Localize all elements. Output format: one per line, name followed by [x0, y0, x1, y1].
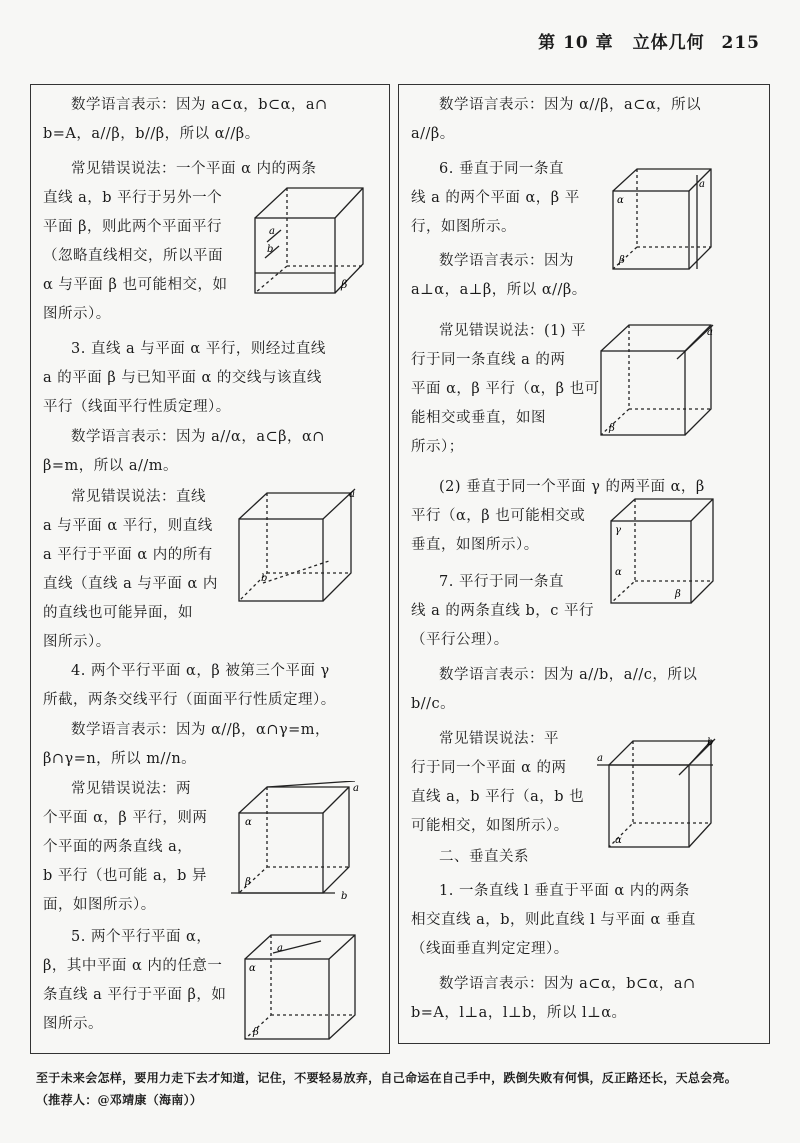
label-alpha: α: [615, 835, 622, 846]
figure-cube-4: [239, 931, 363, 1045]
text-line: b=A，l⊥a，l⊥b，所以 l⊥α。: [411, 1005, 627, 1021]
text-line: 6. 垂直于同一条直: [439, 161, 564, 177]
text-line: 的直线也可能异面，如: [43, 605, 193, 621]
figure-cube-2: [233, 487, 359, 607]
text-line: α 与平面 β 也可能相交，如: [43, 277, 228, 293]
label-a: a: [349, 489, 355, 500]
text-line: 直线（直线 a 与平面 α 内: [43, 576, 218, 592]
text-line: a 的平面 β 与已知平面 α 的交线与该直线: [43, 370, 322, 386]
figure-cube-1: [249, 180, 369, 300]
text-line: 直线 a，b 平行（a，b 也: [411, 789, 585, 805]
text-line: （线面垂直判定定理）。: [411, 941, 569, 957]
label-a: a: [353, 783, 359, 794]
text-line: 5. 两个平行平面 α，: [71, 929, 212, 945]
label-b: b: [341, 891, 348, 902]
figure-cube-3: [231, 781, 361, 905]
label-beta: β: [253, 1027, 259, 1038]
text-line: a//β。: [411, 126, 455, 142]
text-line: 能相交或垂直，如图: [411, 410, 546, 426]
text-line: 行于同一个平面 α 的两: [411, 760, 567, 776]
text-line: 图所示）。: [43, 634, 111, 650]
text-line: 数学语言表示：因为 α//β，α∩γ=m，: [71, 722, 331, 738]
text-line: 平面 α，β 平行（α，β 也可: [411, 381, 600, 397]
text-line: 平行（α，β 也可能相交或: [411, 508, 586, 524]
label-alpha: α: [617, 195, 624, 206]
text-line: 1. 一条直线 l 垂直于平面 α 内的两条: [439, 883, 690, 899]
footer-recommender: （推荐人：@邓靖康（海南））: [36, 1093, 203, 1107]
text-line: 数学语言表示：因为 a⊂α，b⊂α，a∩: [71, 97, 328, 113]
text-line: 数学语言表示：因为 a//α，a⊂β，α∩: [71, 429, 325, 445]
label-alpha: α: [245, 817, 252, 828]
text-line: β，其中平面 α 内的任意一: [43, 958, 223, 974]
text-line: b 平行（也可能 a，b 异: [43, 868, 208, 884]
left-column: [30, 84, 390, 1054]
text-line: 数学语言表示：因为 a⊂α，b⊂α，a∩: [439, 976, 696, 992]
label-beta: β: [619, 255, 625, 266]
label-beta: β: [609, 423, 615, 434]
text-line: 所截，两条交线平行（面面平行性质定理）。: [43, 692, 336, 708]
label-a: a: [277, 943, 283, 954]
text-line: 常见错误说法：平: [439, 731, 559, 747]
figure-cube-6: [595, 321, 721, 441]
section-heading: 二、垂直关系: [439, 849, 529, 865]
text-line: 常见错误说法：两: [71, 781, 191, 797]
text-line: 7. 平行于同一条直: [439, 574, 564, 590]
text-line: b//c。: [411, 696, 456, 712]
text-line: 直线 a，b 平行于另外一个: [43, 190, 223, 206]
text-line: β∩γ=n，所以 m//n。: [43, 751, 197, 767]
text-line: 常见错误说法：直线: [71, 489, 206, 505]
text-line: 图所示。: [43, 1016, 103, 1032]
label-a: a: [707, 327, 713, 338]
label-a: a: [699, 179, 705, 190]
text-line: a 平行于平面 α 内的所有: [43, 547, 213, 563]
label-b: b: [707, 737, 714, 748]
figure-cube-7: [605, 495, 719, 609]
text-line: a⊥α，a⊥β，所以 α//β。: [411, 282, 587, 298]
label-alpha: α: [615, 567, 622, 578]
text-line: 数学语言表示：因为: [439, 253, 574, 269]
text-line: 数学语言表示：因为 α//β，a⊂α，所以: [439, 97, 702, 113]
footer-quote: [36, 1067, 737, 1111]
text-line: 图所示）。: [43, 306, 111, 322]
text-line: 可能相交，如图所示）。: [411, 818, 569, 834]
text-line: 4. 两个平行平面 α，β 被第三个平面 γ: [71, 663, 330, 679]
text-line: （忽略直线相交，所以平面: [43, 248, 223, 264]
figure-cube-5: [607, 165, 717, 275]
label-gamma: γ: [615, 525, 621, 536]
figure-cube-8: [595, 735, 721, 853]
text-line: 行于同一条直线 a 的两: [411, 352, 566, 368]
text-line: 平行（线面平行性质定理）。: [43, 399, 231, 415]
text-line: 线 a 的两条直线 b，c 平行: [411, 603, 594, 619]
text-line: 个平面 α，β 平行，则两: [43, 810, 208, 826]
chapter-number: 第 10 章: [538, 33, 614, 53]
page-header: [538, 28, 760, 53]
text-line: 平面 β，则此两个平面平行: [43, 219, 222, 235]
footer-quote-text: 至于未来会怎样，要用力走下去才知道，记住，不要轻易放弃，自己命运在自己手中，跌倒失败有何惧，反正路还长，天总会亮。: [36, 1071, 738, 1085]
text-line: 常见错误说法：(1) 平: [439, 323, 587, 339]
chapter-title: 立体几何: [632, 33, 705, 53]
text-line: (2) 垂直于同一个平面 γ 的两平面 α，β: [439, 479, 705, 495]
label-a: a: [269, 226, 275, 237]
label-alpha: α: [249, 963, 256, 974]
page-number: 215: [721, 33, 760, 53]
text-line: 垂直，如图所示）。: [411, 537, 539, 553]
text-line: 面，如图所示）。: [43, 897, 156, 913]
text-line: 常见错误说法：一个平面 α 内的两条: [71, 161, 317, 177]
label-b: b: [261, 573, 268, 584]
text-line: 相交直线 a，b，则此直线 l 与平面 α 垂直: [411, 912, 696, 928]
label-beta: β: [245, 877, 251, 888]
text-line: b=A，a//β，b//β，所以 α//β。: [43, 126, 260, 142]
text-line: 行，如图所示。: [411, 219, 516, 235]
text-line: 条直线 a 平行于平面 β，如: [43, 987, 227, 1003]
text-line: （平行公理）。: [411, 632, 509, 648]
label-b: b: [267, 244, 274, 255]
text-line: 数学语言表示：因为 a//b，a//c，所以: [439, 667, 698, 683]
label-beta: β: [675, 589, 681, 600]
text-line: 线 a 的两个平面 α，β 平: [411, 190, 580, 206]
right-column: [398, 84, 770, 1044]
text-line: a 与平面 α 平行，则直线: [43, 518, 213, 534]
label-a: a: [597, 753, 603, 764]
text-line: β=m，所以 a//m。: [43, 458, 179, 474]
text-line: 3. 直线 a 与平面 α 平行，则经过直线: [71, 341, 326, 357]
text-line: 所示）；: [411, 439, 464, 455]
text-line: 个平面的两条直线 a，: [43, 839, 193, 855]
label-beta: β: [341, 278, 348, 291]
